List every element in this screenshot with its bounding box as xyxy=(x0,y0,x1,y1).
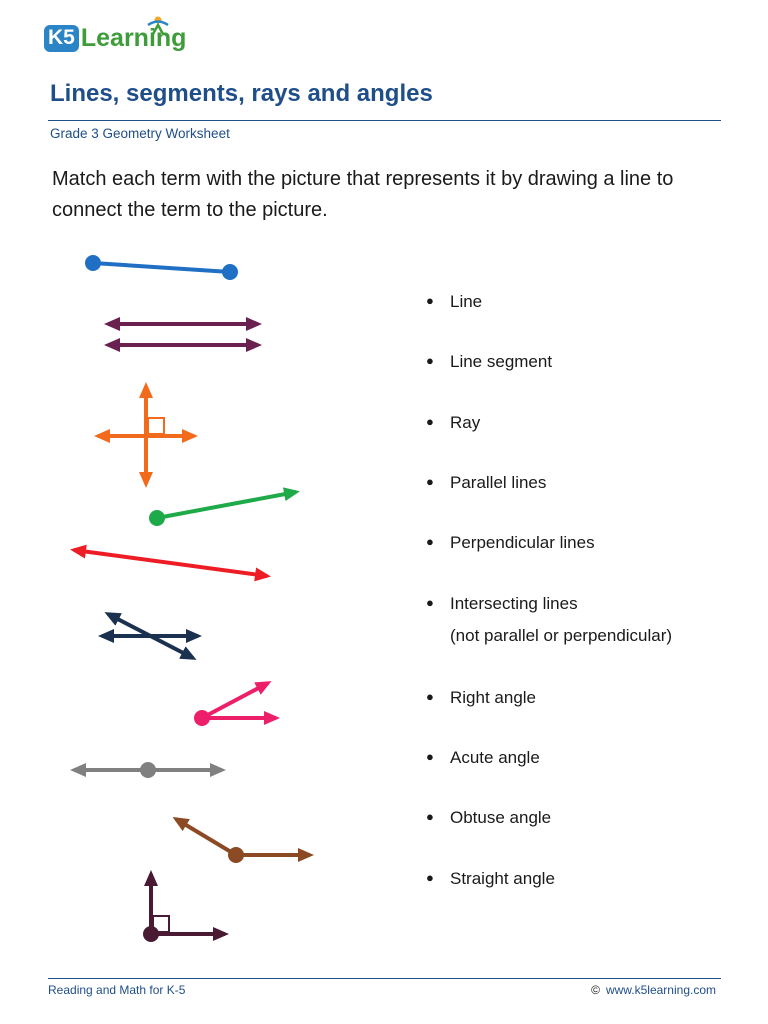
ray-picture[interactable] xyxy=(149,492,296,526)
term-right-angle[interactable]: ● Right angle xyxy=(426,688,537,707)
perpendicular-lines-picture[interactable] xyxy=(98,386,194,484)
term-intersecting-lines[interactable]: ● Intersecting lines xyxy=(426,594,578,613)
term-obtuse-angle[interactable]: ● Obtuse angle xyxy=(426,808,552,827)
acute-angle-picture[interactable] xyxy=(194,683,276,726)
term-intersecting-note: (not parallel or perpendicular) xyxy=(450,626,673,645)
footer-divider xyxy=(48,978,721,979)
term-line-segment[interactable]: ● Line segment xyxy=(426,352,553,371)
straight-angle-picture[interactable] xyxy=(74,762,222,778)
term-parallel-lines[interactable]: ● Parallel lines xyxy=(426,473,547,492)
intersecting-lines-picture[interactable] xyxy=(102,614,198,658)
line-picture[interactable] xyxy=(74,550,267,576)
logo-badge: K5 xyxy=(44,25,79,52)
term-straight-angle[interactable]: ● Straight angle xyxy=(426,869,555,888)
copyright-symbol: © xyxy=(591,983,600,997)
parallel-lines-picture[interactable] xyxy=(108,324,258,345)
term-perpendicular-lines[interactable]: ● Perpendicular lines xyxy=(426,533,595,552)
term-acute-angle[interactable]: ● Acute angle xyxy=(426,748,540,767)
term-line[interactable]: ● Line xyxy=(426,292,483,311)
page-title: Lines, segments, rays and angles xyxy=(50,80,433,107)
instructions-text: Match each term with the picture that represents it by drawing a line to connect the term to the picture. xyxy=(52,168,674,221)
footer-tagline: Reading and Math for K-5 xyxy=(48,983,186,997)
website-link[interactable]: www.k5learning.com xyxy=(605,983,716,997)
logo-word: Learning xyxy=(80,23,187,52)
right-angle-picture[interactable] xyxy=(143,874,225,942)
segment-picture[interactable] xyxy=(85,255,238,280)
obtuse-angle-picture[interactable] xyxy=(176,819,310,863)
footer-website xyxy=(591,983,716,997)
page-subtitle: Grade 3 Geometry Worksheet xyxy=(50,126,230,141)
term-ray[interactable]: ● Ray xyxy=(426,413,481,432)
